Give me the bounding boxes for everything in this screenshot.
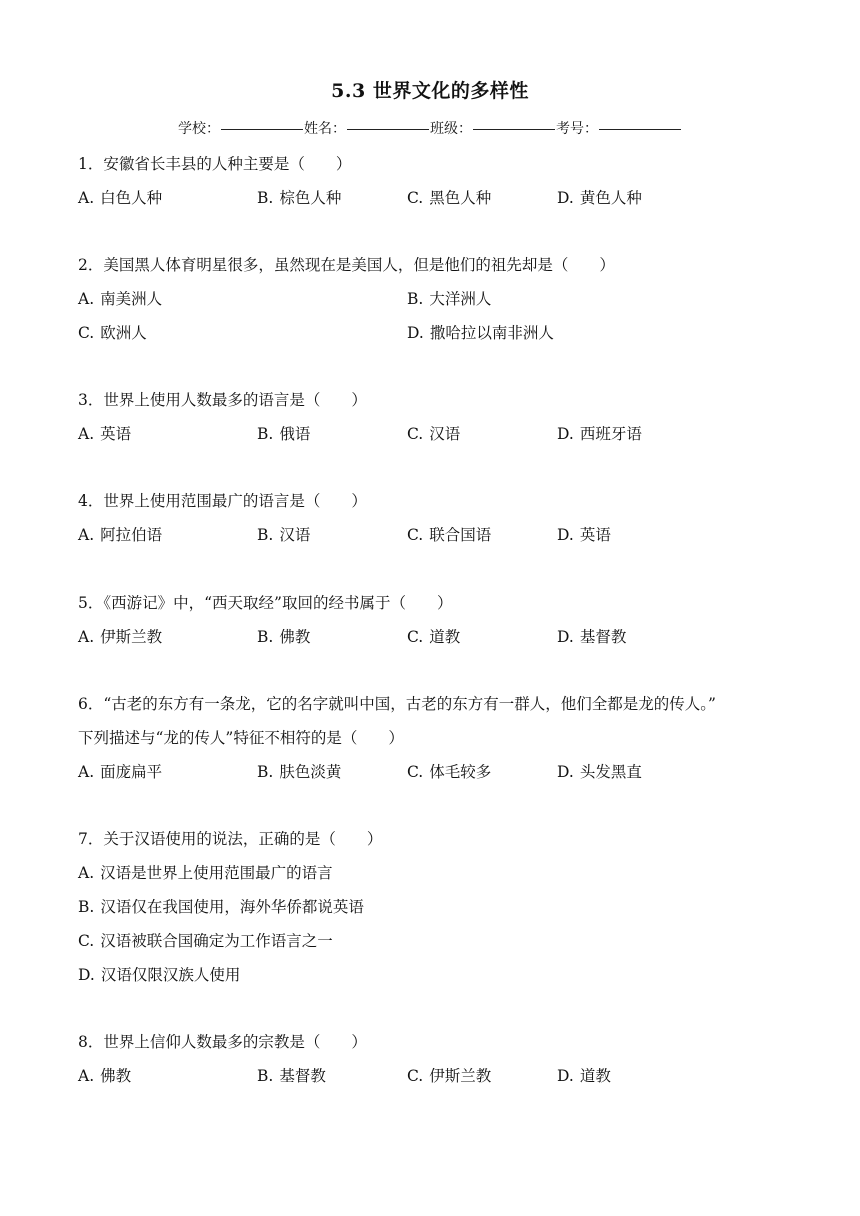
exam-no-label: 考号： — [556, 121, 598, 137]
question-8-option-d: D. 道教 — [557, 1067, 611, 1085]
student-info-line — [0, 118, 860, 138]
question-1-stem: 1．安徽省长丰县的人种主要是（ ） — [78, 155, 352, 173]
class-blank — [473, 129, 555, 130]
name-blank — [347, 129, 429, 130]
question-5-stem: 5．《西游记》中，“西天取经”取回的经书属于（ ） — [78, 594, 453, 612]
question-3-option-b: B. 俄语 — [257, 425, 311, 443]
question-3-option-c: C. 汉语 — [407, 425, 461, 443]
question-3-option-d: D. 西班牙语 — [557, 425, 642, 443]
class-label: 班级： — [430, 121, 472, 137]
question-4-option-b: B. 汉语 — [257, 526, 311, 544]
question-5-option-d: D. 基督教 — [557, 628, 627, 646]
question-7-option-a: A. 汉语是世界上使用范围最广的语言 — [78, 864, 333, 882]
question-1-option-b: B. 棕色人种 — [257, 189, 342, 207]
question-8-stem: 8．世界上信仰人数最多的宗教是（ ） — [78, 1033, 367, 1051]
question-6-option-a: A. 面庞扁平 — [78, 763, 163, 781]
name-label: 姓名： — [304, 121, 346, 137]
question-2-option-c: C. 欧洲人 — [78, 324, 147, 342]
question-1-option-a: A. 白色人种 — [78, 189, 163, 207]
exam-no-blank — [599, 129, 681, 130]
question-7-option-d: D. 汉语仅限汉族人使用 — [78, 966, 241, 984]
question-2-option-b: B. 大洋洲人 — [407, 290, 492, 308]
question-5-option-a: A. 伊斯兰教 — [78, 628, 163, 646]
question-2-stem: 2．美国黑人体育明星很多，虽然现在是美国人，但是他们的祖先却是（ ） — [78, 256, 615, 274]
question-6-option-d: D. 头发黑直 — [557, 763, 642, 781]
question-6-stem: 6．“古老的东方有一条龙，它的名字就叫中国，古老的东方有一群人，他们全都是龙的传人。” — [78, 695, 716, 713]
question-7-stem: 7．关于汉语使用的说法，正确的是（ ） — [78, 830, 383, 848]
question-1-option-c: C. 黑色人种 — [407, 189, 492, 207]
school-label: 学校： — [178, 121, 220, 137]
question-4-option-c: C. 联合国语 — [407, 526, 492, 544]
question-2-option-d: D. 撒哈拉以南非洲人 — [407, 324, 554, 342]
question-6-option-c: C. 体毛较多 — [407, 763, 492, 781]
question-8-option-b: B. 基督教 — [257, 1067, 326, 1085]
question-1-option-d: D. 黄色人种 — [557, 189, 642, 207]
question-2-option-a: A. 南美洲人 — [78, 290, 163, 308]
question-7-option-c: C. 汉语被联合国确定为工作语言之一 — [78, 932, 333, 950]
question-6-stem-line2: 下列描述与“龙的传人”特征不相符的是（ ） — [78, 729, 404, 747]
question-8-option-c: C. 伊斯兰教 — [407, 1067, 492, 1085]
question-8-option-a: A. 佛教 — [78, 1067, 132, 1085]
question-4-stem: 4．世界上使用范围最广的语言是（ ） — [78, 492, 367, 510]
question-4-option-d: D. 英语 — [557, 526, 611, 544]
question-6-option-b: B. 肤色淡黄 — [257, 763, 342, 781]
school-blank — [221, 129, 303, 130]
question-4-option-a: A. 阿拉伯语 — [78, 526, 163, 544]
question-3-option-a: A. 英语 — [78, 425, 132, 443]
page-title: 5.3 世界文化的多样性 — [331, 80, 529, 102]
question-3-stem: 3．世界上使用人数最多的语言是（ ） — [78, 391, 367, 409]
question-7-option-b: B. 汉语仅在我国使用，海外华侨都说英语 — [78, 898, 364, 916]
question-5-option-b: B. 佛教 — [257, 628, 311, 646]
question-5-option-c: C. 道教 — [407, 628, 461, 646]
